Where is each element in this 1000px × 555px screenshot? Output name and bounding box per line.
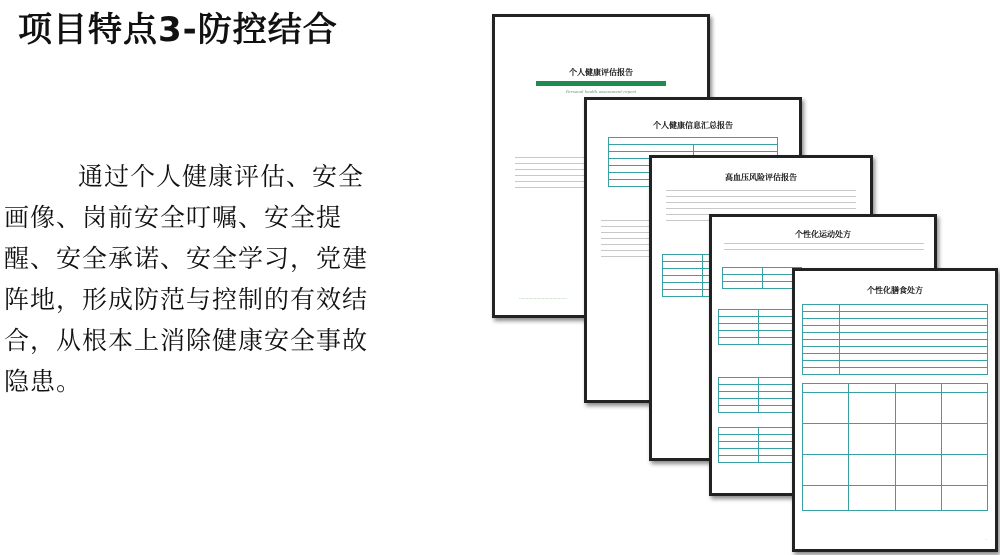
exercise-text-lines <box>724 243 924 255</box>
form-lines <box>515 157 585 193</box>
exercise-table-mid <box>718 309 798 345</box>
summary-report-title: 个人健康信息汇总报告 <box>653 121 733 130</box>
page-title: 项目特点3-防控结合 <box>18 10 338 50</box>
document-diet-prescription <box>792 268 998 552</box>
diet-table-top <box>802 304 988 375</box>
exercise-table-top <box>722 267 802 289</box>
diet-prescription-title: 个性化膳食处方 <box>867 286 923 295</box>
diet-meal-table <box>802 383 988 511</box>
exercise-table-bottom <box>718 427 798 463</box>
exercise-prescription-title: 个性化运动处方 <box>795 230 851 239</box>
assessment-report-title: 个人健康评估报告 <box>569 68 633 77</box>
assessment-report-subtitle: Personal health assessment report <box>565 89 637 94</box>
footer-text: ……………………………… <box>519 295 567 300</box>
hypertension-report-title: 高血压风险评估报告 <box>725 173 797 182</box>
green-divider <box>536 81 666 86</box>
page-number: · <box>985 537 987 543</box>
description-paragraph: 通过个人健康评估、安全画像、岗前安全叮嘱、安全提醒、安全承诺、安全学习，党建阵地，形成防范与控制的有效结合，从根本上消除健康安全事故隐患。 <box>4 162 369 396</box>
exercise-table-low <box>718 377 798 413</box>
